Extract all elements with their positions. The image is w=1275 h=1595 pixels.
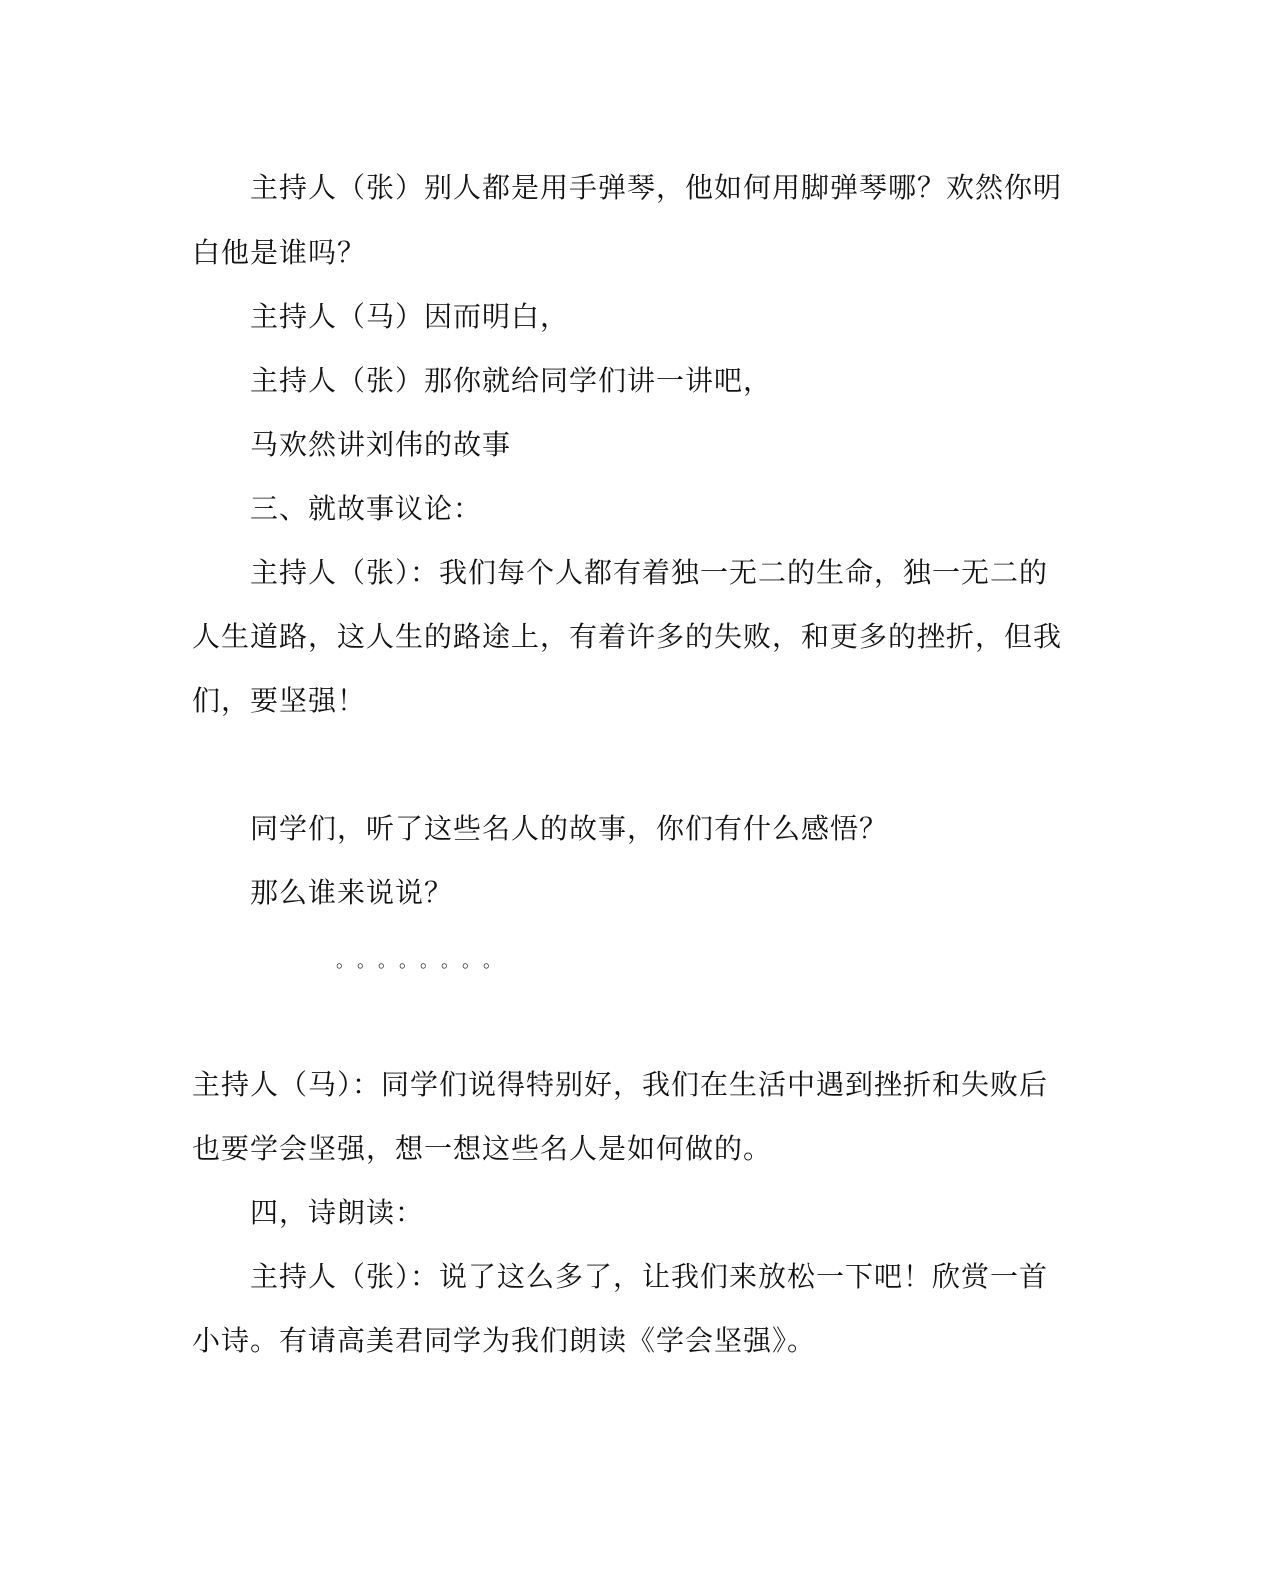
paragraph-line: 同学们，听了这些名人的故事，你们有什么感悟？: [250, 812, 889, 845]
paragraph-line: 也要学会坚强，想一想这些名人是如何做的。: [192, 1132, 773, 1165]
ellipsis-dots: 。。。。。。。。: [336, 951, 513, 972]
paragraph-line: 们，要坚强！: [192, 684, 367, 717]
paragraph-line: 主持人（马）因而明白，: [250, 300, 570, 333]
paragraph-line: 人生道路，这人生的路途上，有着许多的失败，和更多的挫折，但我: [192, 620, 1063, 653]
paragraph-line: 主持人（张）：说了这么多了，让我们来放松一下吧！欣赏一首: [250, 1260, 1049, 1293]
paragraph-line: 主持人（张）别人都是用手弹琴，他如何用脚弹琴哪？欢然你明: [250, 171, 1063, 204]
paragraph-line: 小诗。有请高美君同学为我们朗读《学会坚强》。: [192, 1324, 817, 1357]
paragraph-line: 马欢然讲刘伟的故事: [250, 428, 512, 461]
paragraph-line: 那么谁来说说？: [250, 876, 454, 909]
section-heading: 四，诗朗读：: [250, 1196, 425, 1229]
paragraph-line: 白他是谁吗？: [192, 236, 367, 269]
paragraph-line: 主持人（张）：我们每个人都有着独一无二的生命，独一无二的: [250, 556, 1049, 589]
paragraph-line: 主持人（张）那你就给同学们讲一讲吧，: [250, 364, 773, 397]
paragraph-line: 主持人（马）：同学们说得特别好，我们在生活中遇到挫折和失败后: [192, 1068, 1049, 1101]
section-heading: 三、就故事议论：: [250, 492, 483, 525]
